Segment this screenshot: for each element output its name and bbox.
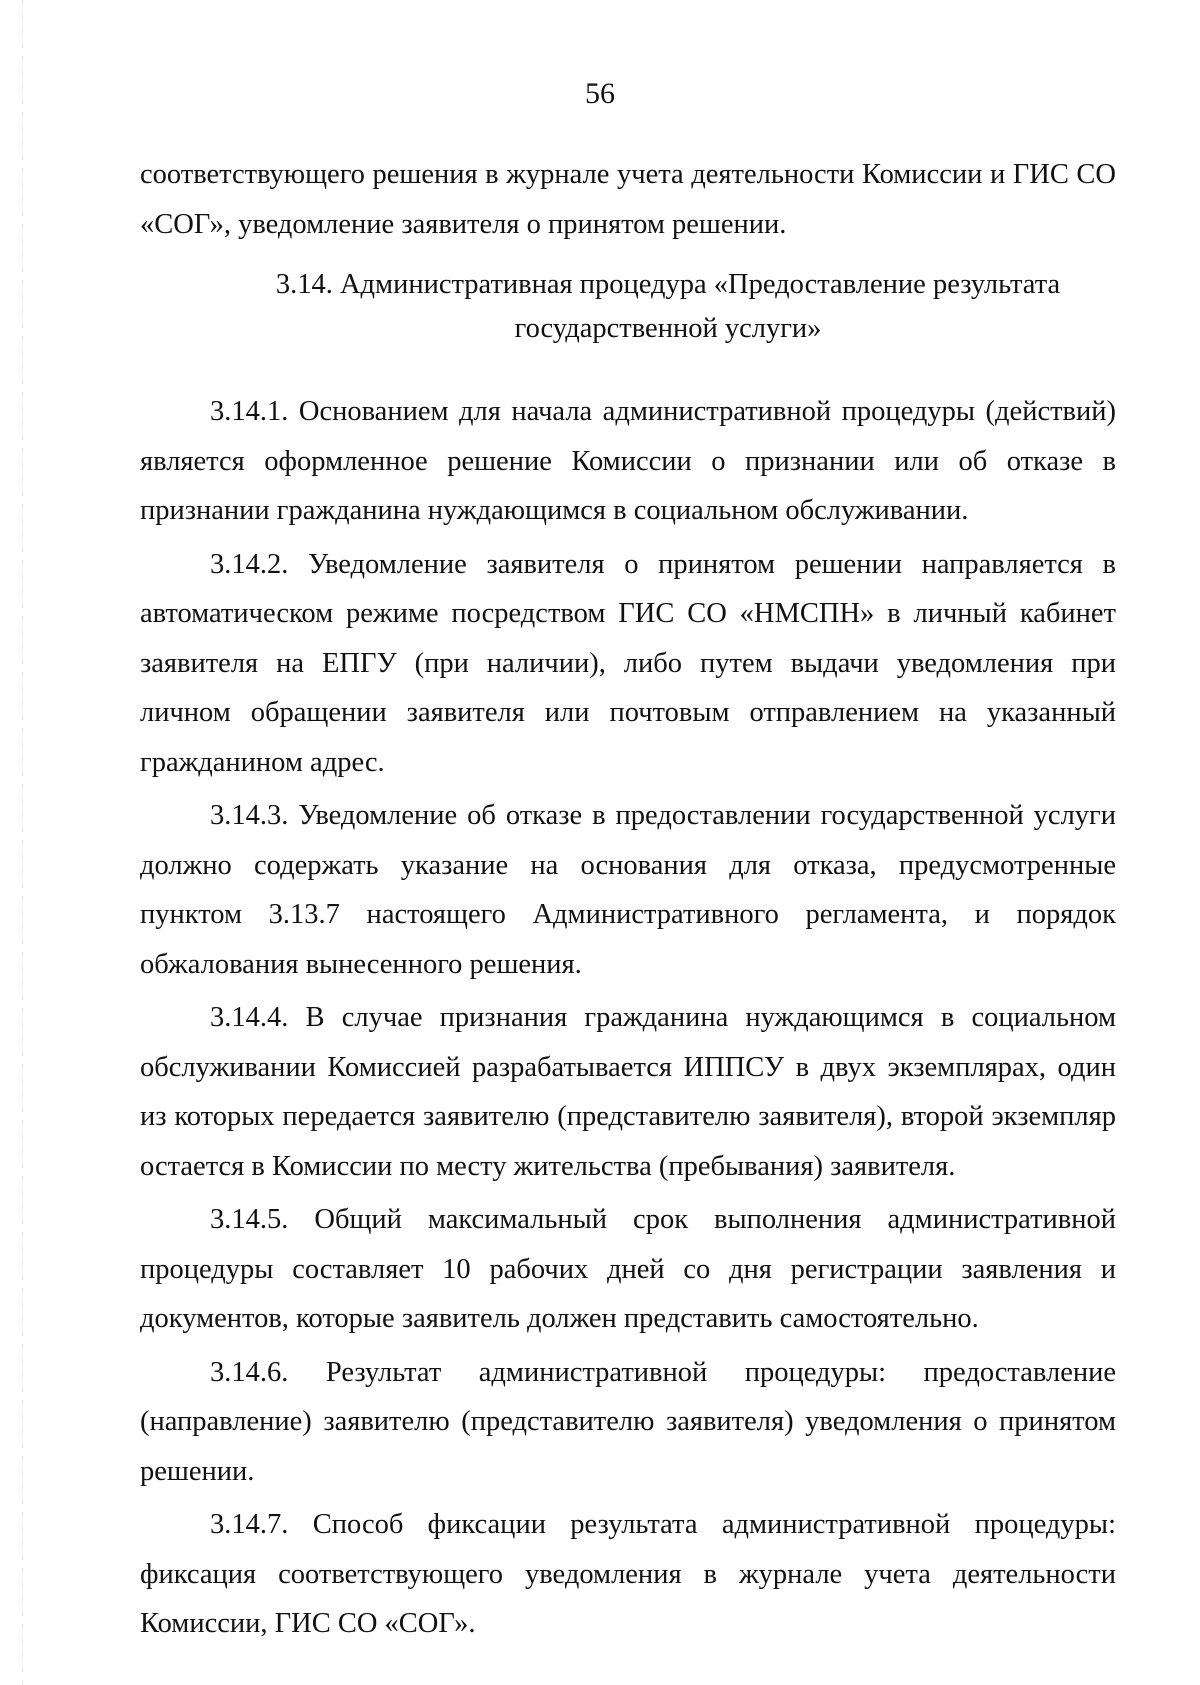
paragraph-3-14-5: 3.14.5. Общий максимальный срок выполнения административной процедуры составляет 10 рабочих дней со дня регистрации заявления и документов, которые заявитель должен представить самостоятельно. bbox=[140, 1204, 1116, 1334]
section-heading bbox=[140, 263, 1116, 351]
section-heading-line-1: 3.14. Административная процедура «Предоставление результата bbox=[275, 269, 1061, 300]
paragraph-3-14-6: 3.14.6. Результат административной процедуры: предоставление (направление) заявителю (представителю заявителя) уведомления о принятом решении. bbox=[140, 1356, 1116, 1487]
document-body bbox=[140, 150, 1116, 1653]
scan-edge-artifact bbox=[22, 0, 23, 1685]
page-number: 56 bbox=[585, 77, 615, 110]
section-heading-line-2: государственной услуги» bbox=[514, 313, 822, 344]
paragraph-3-14-4: 3.14.4. В случае признания гражданина нуждающимся в социальном обслуживании Комиссией разрабатывается ИППСУ в двух экземплярах, один из которых передается заявителю (представителю заявителя), второй экземпляр остается в Комиссии по месту жительства (пребывания) заявителя. bbox=[140, 1002, 1116, 1182]
paragraph-3-14-1: 3.14.1. Основанием для начала административной процедуры (действий) является оформленное решение Комиссии о признании или об отказе в признании гражданина нуждающимся в социальном обслуживании. bbox=[140, 396, 1116, 526]
paragraph-3-14-3: 3.14.3. Уведомление об отказе в предоставлении государственной услуги должно содержать указание на основания для отказа, предусмотренные пунктом 3.13.7 настоящего Административного регламента, и порядок обжалования вынесенного решения. bbox=[140, 800, 1116, 980]
paragraph-3-14-2: 3.14.2. Уведомление заявителя о принятом решении направляется в автоматическом режиме посредством ГИС СО «НМСПН» в личный кабинет заявителя на ЕПГУ (при наличии), либо путем выдачи уведомления при личном обращении заявителя или почтовым отправлением на указанный гражданином адрес. bbox=[140, 548, 1116, 778]
continuation-paragraph: соответствующего решения в журнале учета деятельности Комиссии и ГИС СО «СОГ», уведомление заявителя о принятом решении. bbox=[140, 159, 1116, 240]
paragraph-3-14-7: 3.14.7. Способ фиксации результата административной процедуры: фиксация соответствующего уведомления в журнале учета деятельности Комиссии, ГИС СО «СОГ». bbox=[140, 1509, 1116, 1639]
